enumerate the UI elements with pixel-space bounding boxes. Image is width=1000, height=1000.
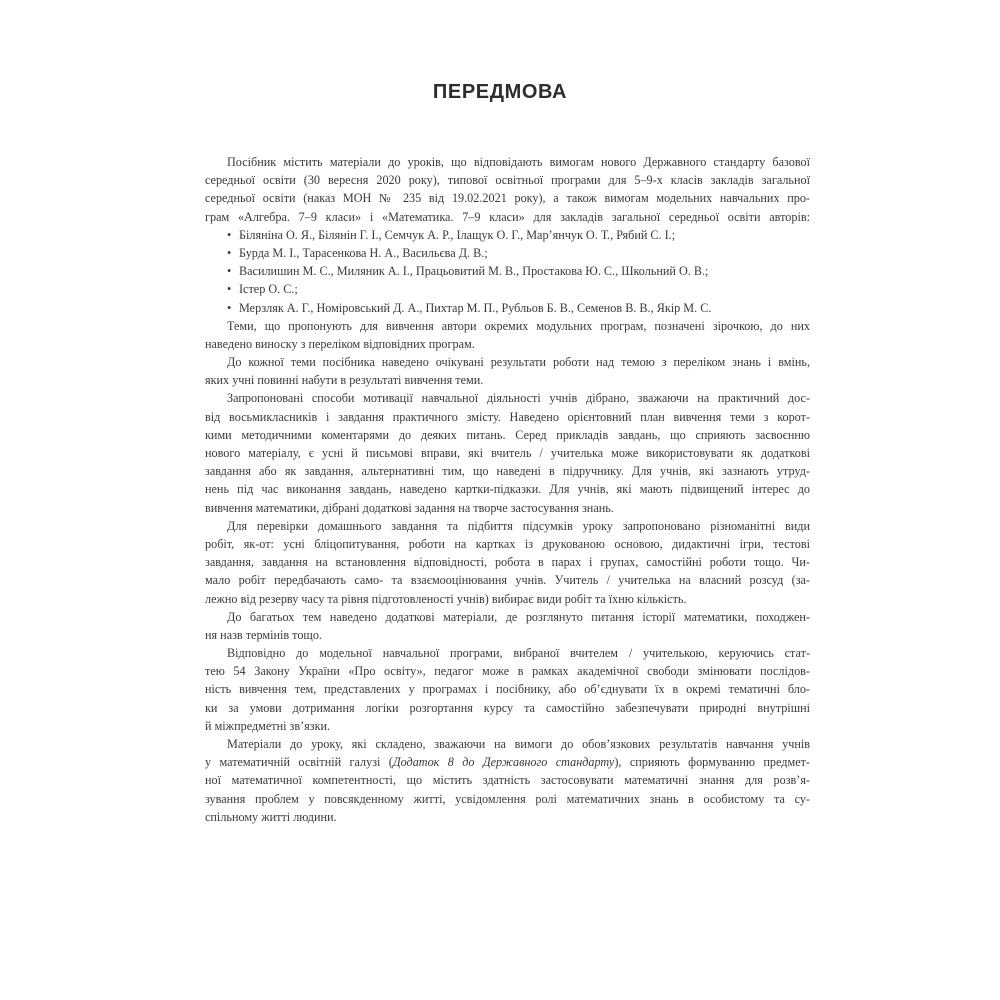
text-line: середньої освіти (30 вересня 2020 року), типової освітньої програми для 5–9-х класів закладів загальної (205, 173, 810, 188)
text-line: й міжпредметні зв’язки. (205, 718, 331, 733)
text-line: Теми, що пропонують для вивчення автори окремих модульних програм, позначені зірочкою, до них (227, 318, 810, 333)
author-list-text: Василишин М. С., Миляник А. І., Працьовитий М. В., Простакова Ю. С., Школьний О. В.; (239, 264, 709, 279)
text-line: вивчення математики, дібрані додаткові задання на творче застосування знань. (205, 500, 614, 515)
text-line: Матеріали до уроку, які складено, зважаючи на вимоги до обов’язкових результатів навчання учнів (227, 737, 810, 751)
author-list-item (205, 226, 810, 244)
bullet-icon: • (227, 300, 232, 315)
text-line: Запропоновані способи мотивації навчальної діяльності учнів дібрано, зважаючи на практичний дос- (227, 391, 810, 406)
text-line: нового матеріалу, є усні й письмові вправи, які вчитель / учителька може використовувати як додаткові (205, 446, 810, 460)
text-line: ність вивчення тем, представлених у програмах і посібнику, або об’єднувати їх в окремі тематичні бло- (205, 682, 810, 697)
author-list-text: Біляніна О. Я., Білянін Г. І., Семчук А. Р., Ілащук О. Г., Мар’янчук О. Т., Рябий С. І.; (239, 227, 676, 242)
author-list-item (205, 244, 810, 262)
page-title: ПЕРЕДМОВА (432, 81, 568, 103)
text-line: завдання або як завдання, альтернативні тим, що наведені в підручнику. Для учнів, які зазнають утруд- (205, 464, 810, 479)
text-line: ної математичної компетентності, що містить здатність застосовувати математичні знання для розв’я- (205, 773, 810, 788)
text-line: Відповідно до модельної навчальної програми, вибраної вчителем / учителькою, керуючись стат- (227, 646, 810, 661)
author-list-text: Мерзляк А. Г., Номіровський Д. А., Пихтар М. П., Рубльов Б. В., Семенов В. В., Якір М. С. (239, 300, 712, 315)
text-line: яких учні повинні набути в результаті вивчення теми. (205, 373, 484, 388)
text-line: Для перевірки домашнього завдання та підбиття підсумків уроку запропоновано різноманітні види (227, 518, 810, 533)
text-line: робіт, як-от: усні бліцопитування, роботи на картках із друкованою основою, дидактичні ігри, тестові (205, 536, 810, 551)
text-line: від восьмикласників і завдання практичного змісту. Наведено орієнтовний план вивчення теми з корот- (205, 409, 810, 424)
text-line: наведено виноску з переліком відповідних програм. (205, 336, 475, 351)
text-segment: у математичній освітній галузі ( (205, 755, 393, 770)
text-line: спільному житті людини. (205, 809, 337, 824)
italic-reference: Додаток 8 до Державного стандарту (392, 755, 615, 770)
text-line: ня назв термінів тощо. (205, 627, 322, 642)
text-line: середньої освіти (наказ МОН № 235 від 19.02.2021 року), а також вимогам модельних навчальних про- (205, 191, 810, 206)
text-line: мало робіт передбачають само- та взаємооцінювання учнів. Учитель / учителька на власний розсуд (за- (205, 573, 810, 588)
text-line: ки за умови дотримання логіки розгортання курсу та самостійно забезпечувати природні внутрішні (205, 700, 810, 715)
text-line: зування проблем у повсякденному житті, усвідомлення ролі математичних знань в особистому та су- (205, 791, 810, 806)
bullet-icon: • (227, 264, 232, 279)
text-segment: ), сприяють формуванню предмет- (614, 755, 810, 770)
text-line: До кожної теми посібника наведено очікувані результати роботи над темою з переліком знань і вмінь, (227, 355, 810, 370)
author-list-text: Бурда М. І., Тарасенкова Н. А., Васильєва Д. В.; (239, 245, 488, 260)
bullet-icon: • (227, 227, 232, 242)
text-line: лежно від резерву часу та рівня підготовленості учнів) вибирає види робіт та їхню кількість. (205, 591, 687, 606)
text-line: завдання, завдання на встановлення відповідності, робота в парах і групах, самостійні роботи тощо. Чи- (205, 555, 810, 570)
text-line: До багатьох тем наведено додаткові матеріали, де розглянуто питання історії математики, походжен- (227, 609, 810, 624)
author-list-item (205, 262, 810, 280)
text-line (205, 753, 810, 771)
text-line: тею 54 Закону України «Про освіту», педагог може в рамках академічної свободи змінювати послідов- (205, 664, 810, 679)
preface-text (205, 153, 810, 826)
bullet-icon: • (227, 245, 232, 260)
text-line: кими методичними коментарями до деяких питань. Серед прикладів завдань, що сприяють засвоєнню (205, 427, 810, 442)
text-line: грам «Алгебра. 7–9 класи» і «Математика. 7–9 класи» для закладів загальної середньої освіти авторів: (205, 209, 810, 224)
bullet-icon: • (227, 282, 232, 297)
author-list-item (205, 280, 810, 298)
text-line: нень під час виконання завдань, наведено картки-підказки. Для учнів, які мають підвищений інтерес до (205, 482, 810, 497)
text-line: Посібник містить матеріали до уроків, що відповідають вимогам нового Державного стандарту базової (227, 155, 810, 169)
author-list-item (205, 299, 810, 317)
author-list-text: Істер О. С.; (239, 282, 298, 297)
